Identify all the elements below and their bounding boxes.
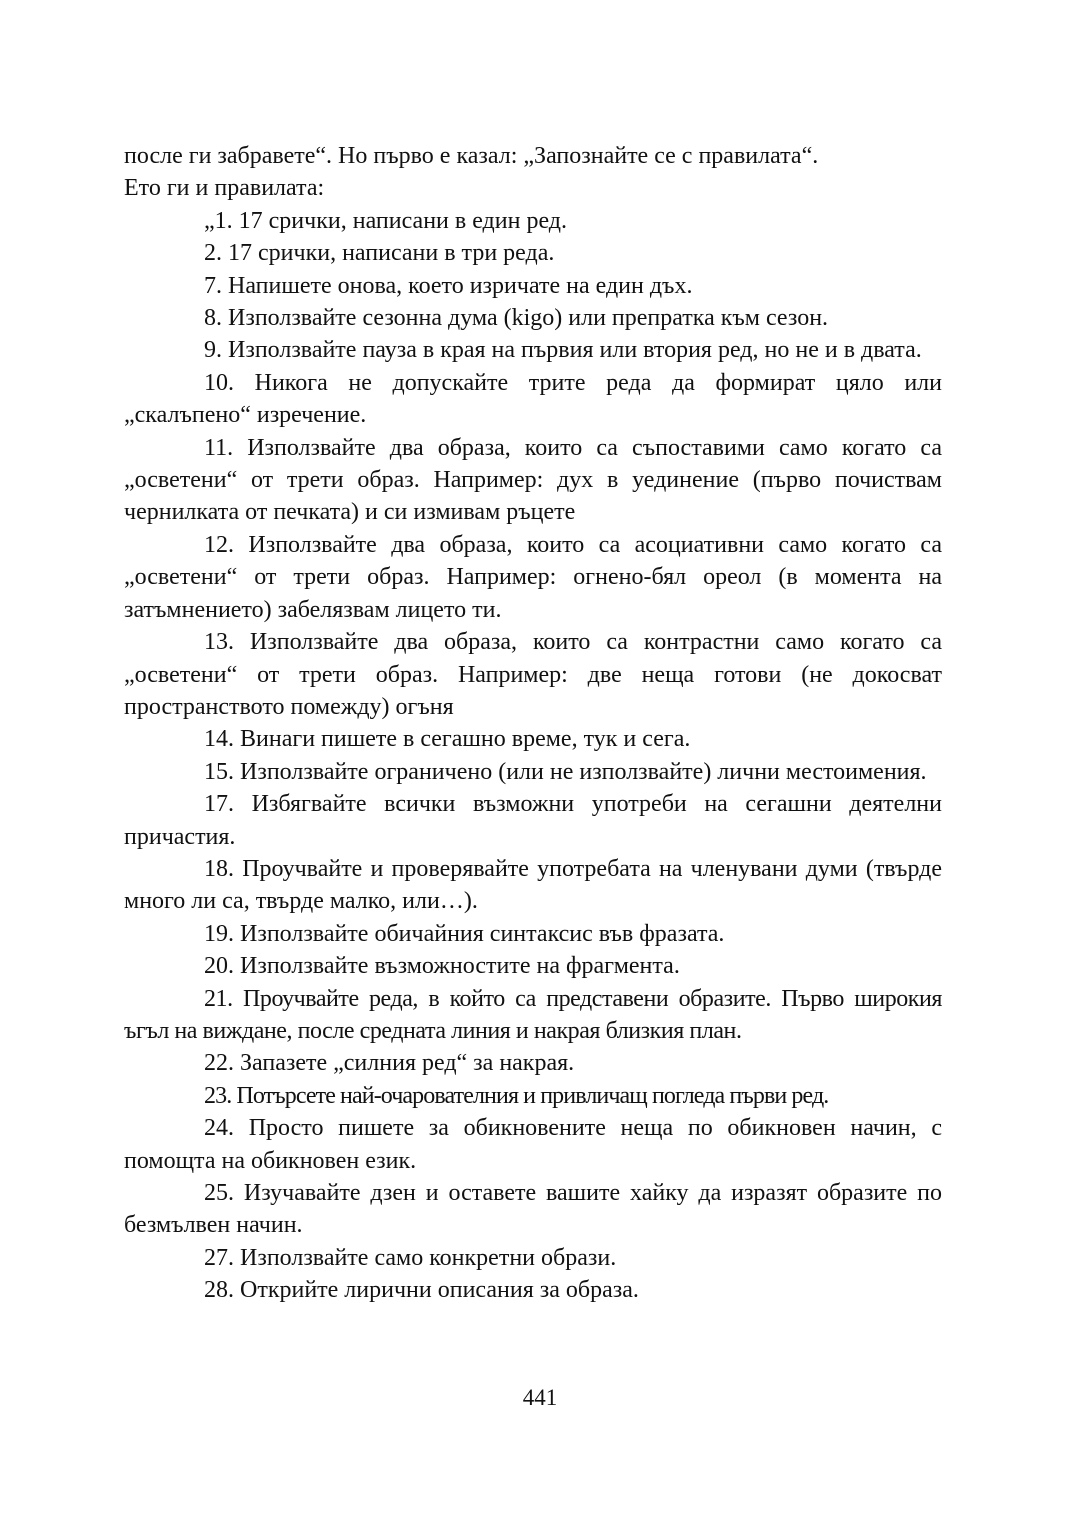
page-body	[124, 140, 942, 1307]
rule-7: 7. Напишете онова, което изричате на един дъх.	[204, 272, 693, 299]
rule-25: 25. Изучавайте дзен и оставете вашите хайку да изразят образите по безмълвен начин.	[124, 1180, 942, 1239]
rule-9: 9. Използвайте пауза в края на първия или втория ред, но не и в двата.	[204, 337, 922, 364]
rule-28: 28. Открийте лирични описания за образа.	[204, 1277, 639, 1304]
rule-10: 10. Никога не допускайте трите реда да формират цяло или „скалъпено“ изречение.	[124, 369, 942, 429]
rule-17: 17. Избягвайте всички възможни употреби на сегашни деятелни причастия.	[124, 791, 942, 850]
rule-15: 15. Използвайте ограничено (или не използвайте) лични местоимения.	[204, 758, 927, 785]
rule-19: 19. Използвайте обичайния синтаксис във фразата.	[204, 920, 725, 947]
rule-18: 18. Проучвайте и проверявайте употребата на членувани думи (твърде много ли са, твърде малко, или…).	[124, 855, 942, 915]
rule-2: 2. 17 срички, написани в три реда.	[204, 240, 555, 267]
rule-1: „1. 17 срички, написани в един ред.	[204, 207, 567, 234]
intro-line-1: после ги забравете“. Но първо е казал: „Запознайте се с правилата“.	[124, 143, 819, 169]
rule-21: 21. Проучвайте реда, в който са представени образите. Първо широкия ъгъл на виждане, после средната линия и накрая близкия план.	[124, 985, 942, 1044]
rule-11: 11. Използвайте два образа, които са съпоставими само когато са „осветени“ от трети образ. Например: дух в уединение (първо почиствам чернилката от печката) и си измивам ръцете	[124, 434, 942, 526]
rule-13: 13. Използвайте два образа, които са контрастни само когато са „осветени“ от трети образ. Например: две неща готови (не докосват пространството помежду) огъня	[124, 629, 942, 720]
rule-12: 12. Използвайте два образа, които са асоциативни само когато са „осветени“ от трети образ. Например: огнено-бял ореол (в момента на затъмнението) забелязвам лицето ти.	[124, 531, 942, 623]
rule-23: 23. Потърсете най-очарователния и привличащ погледа първи ред.	[204, 1082, 829, 1109]
page-number: 441	[522, 1385, 558, 1410]
rule-22: 22. Запазете „силния ред“ за накрая.	[204, 1050, 575, 1077]
rule-8: 8. Използвайте сезонна дума (kigo) или препратка към сезон.	[204, 305, 829, 332]
rule-24: 24. Просто пишете за обикновените неща по обикновен начин, с помощта на обикновен език.	[124, 1115, 942, 1174]
rule-20: 20. Използвайте възможностите на фрагмента.	[204, 953, 680, 980]
rule-14: 14. Винаги пишете в сегашно време, тук и сега.	[204, 726, 691, 753]
intro-line-2: Ето ги и правилата:	[124, 175, 325, 202]
rule-27: 27. Използвайте само конкретни образи.	[204, 1244, 617, 1271]
